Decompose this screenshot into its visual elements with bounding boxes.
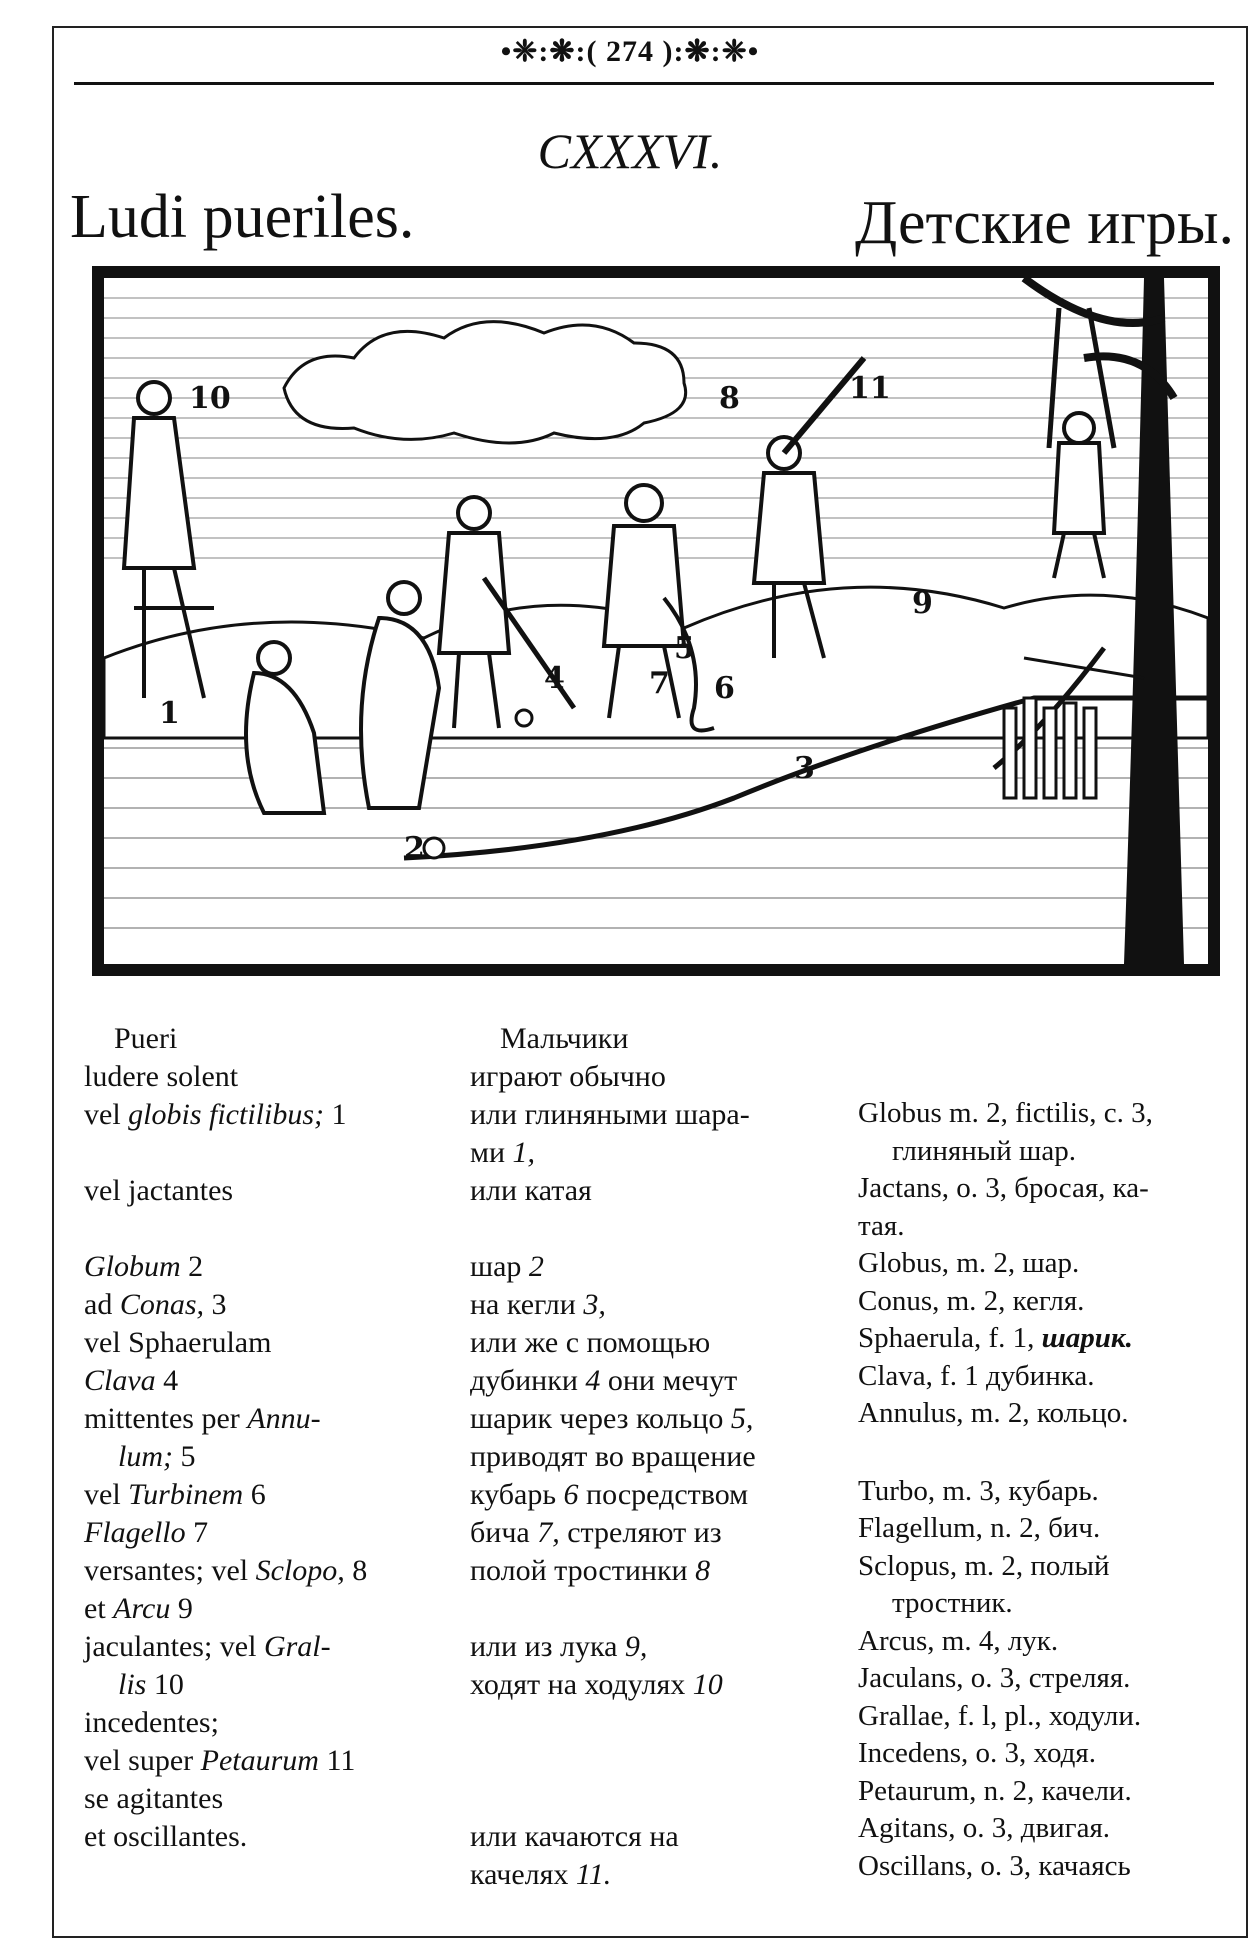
plate-number-3: 3 [794,751,815,786]
vocab-line: Turbo, m. 3, кубарь. [858,1474,1099,1507]
vocab-line: Arcus, m. 4, лук. [858,1624,1059,1657]
plate-number-7: 7 [649,666,670,701]
ball-2 [424,838,444,858]
latin-column [84,1020,464,1856]
plate-number-6: 6 [714,671,735,706]
russian-line: или же с помощью [470,1326,711,1359]
russian-line: дубинки 4 они мечут [470,1364,738,1397]
latin-line: incedentes; [84,1706,219,1739]
plate-number-11: 11 [849,371,891,406]
russian-line: полой тростинки 8 [470,1554,711,1587]
vocab-line: Sphaerula, f. 1, шарик. [858,1322,1133,1354]
vocab-line: Jactans, o. 3, бросая, ка- [858,1172,1149,1204]
plate-number-2: 2 [404,831,425,866]
russian-line: играют обычно [470,1060,666,1093]
russian-line: или из лука 9, [470,1630,648,1663]
latin-line: Pueri [114,1022,178,1055]
vocab-line: Incedens, o. 3, ходя. [858,1737,1096,1769]
vocab-line: Clava, f. 1 дубинка. [858,1359,1095,1392]
chapter-number: CXXXVI. [537,123,723,179]
vocab-line: Agitans, o. 3, двигая. [858,1812,1111,1844]
latin-line: jaculantes; vel Gral- [84,1630,331,1663]
plate-number-4: 4 [544,661,565,696]
latin-line: et Arcu 9 [84,1592,193,1625]
russian-line: на кегли 3, [470,1288,606,1321]
russian-line: или качаются на [470,1820,679,1853]
ball-4 [516,710,532,726]
latin-line: vel jactantes [84,1174,234,1207]
vocab-line: Oscillans, o. 3, качаясь [858,1849,1131,1882]
latin-line: vel Sphaerulam [84,1326,272,1359]
russian-line: Мальчики [500,1022,629,1055]
latin-line: ad Conas, 3 [84,1288,227,1321]
latin-line: mittentes per Annu- [84,1402,321,1435]
cloud [284,322,686,443]
russian-line: или катая [470,1174,592,1207]
vocab-line: Conus, m. 2, кегля. [858,1284,1085,1317]
plate-number-9: 9 [912,586,933,621]
vocab-line: Grallae, f. l, pl., ходули. [858,1699,1142,1732]
vocab-line: Globus m. 2, fictilis, c. 3, [858,1097,1153,1129]
russian-line: ходят на ходулях 10 [470,1668,723,1701]
vocabulary-column [858,1020,1248,1885]
vocab-line: Globus, m. 2, шар. [858,1247,1080,1279]
latin-line: versantes; vel Sclopo, 8 [84,1554,368,1587]
latin-line: vel Turbinem 6 [84,1478,266,1511]
latin-line: lis 10 [118,1668,184,1701]
plate-number-10: 10 [189,381,231,416]
plate-number-8: 8 [719,381,740,416]
vocab-line: Sclopus, m. 2, полый [858,1549,1110,1582]
vocab-line: тая. [858,1209,905,1242]
russian-line: или глиняными шара- [470,1098,750,1131]
title-latin: Ludi pueriles. [70,183,415,251]
latin-line: vel super Petaurum 11 [84,1744,356,1777]
latin-line: Flagello 7 [84,1516,209,1549]
vocab-line: тростник. [892,1587,1013,1619]
latin-line: se agitantes [84,1782,224,1815]
title-russian: Детские игры. [854,189,1234,257]
page-header: •❈:❋:( 274 ):❋:❈• [500,35,760,68]
russian-line: шарик через кольцо 5, [470,1402,754,1435]
header-rule [74,82,1214,85]
latin-line: Clava 4 [84,1364,179,1397]
vocab-line: Petaurum, n. 2, качели. [858,1774,1132,1807]
latin-line: lum; 5 [118,1440,196,1473]
russian-line: кубарь 6 посредством [470,1478,749,1511]
russian-line: приводят во вращение [470,1440,756,1473]
latin-line: Globum 2 [84,1250,204,1283]
latin-line: vel globis fictilibus; 1 [84,1098,347,1131]
vocab-line: Jaculans, o. 3, стреляя. [858,1662,1131,1694]
vocab-line: Flagellum, n. 2, бич. [858,1512,1101,1544]
russian-line: бича 7, стреляют из [470,1516,722,1549]
russian-line: ми 1, [470,1136,536,1169]
vocab-line: глиняный шар. [892,1134,1076,1167]
woodcut-illustration [92,266,1220,976]
plate-number-5: 5 [674,631,695,666]
figure-kneeling [361,582,439,808]
woodcut-scene [104,278,1208,964]
russian-line: качелях 11. [470,1858,612,1891]
latin-line: et oscillantes. [84,1820,248,1853]
vocab-line: Annulus, m. 2, кольцо. [858,1397,1129,1429]
latin-line: ludere solent [84,1060,239,1093]
russian-column [470,1020,860,1894]
russian-line: шар 2 [470,1250,544,1283]
plate-number-1: 1 [159,696,180,731]
